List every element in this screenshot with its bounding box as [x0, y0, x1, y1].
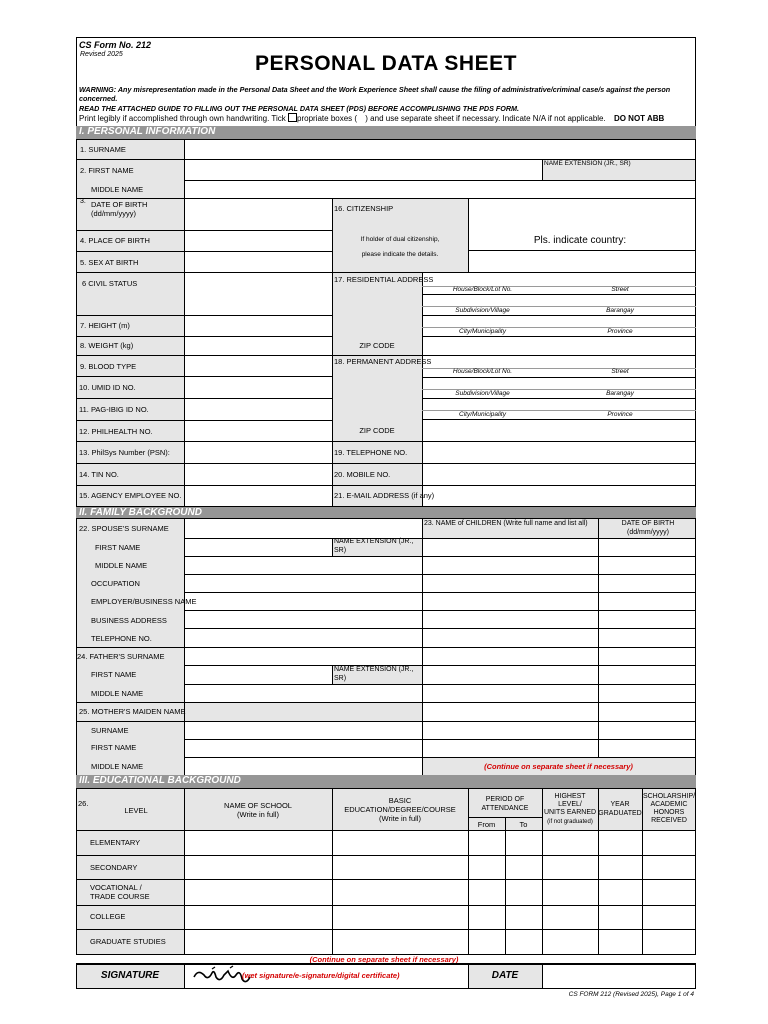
level-header: LEVEL — [124, 806, 148, 815]
date-input[interactable] — [543, 965, 695, 988]
dual-citizenship-country-input[interactable] — [469, 251, 695, 272]
perm-house-label: House/Block/Lot No. — [452, 368, 513, 375]
email-input[interactable] — [423, 486, 695, 506]
level-trade-course: TRADE COURSE — [90, 892, 150, 901]
spouse-surname-label: 22. SPOUSE'S SURNAME — [79, 524, 169, 533]
tick-box-example — [288, 113, 297, 122]
weight-label: 8. WEIGHT (kg) — [80, 341, 134, 350]
level-college: COLLEGE — [90, 912, 126, 921]
permanent-zip-input[interactable] — [423, 420, 695, 441]
spouse-name-ext-label: NAME EXTENSION (JR., SR) — [334, 538, 414, 554]
philsys-label: 13. PhilSys Number (PSN): — [79, 448, 170, 457]
perm-zip-label: ZIP CODE — [359, 426, 395, 435]
course-header-3: (Write in full) — [379, 814, 421, 823]
telephone-label: 19. TELEPHONE NO. — [334, 448, 408, 457]
mother-middle-name-label: MIDDLE NAME — [91, 762, 144, 771]
tin-input[interactable] — [185, 464, 332, 485]
surname-label: 1. SURNAME — [80, 145, 126, 154]
read-guide-text: READ THE ATTACHED GUIDE TO FILLING OUT THE PERSONAL DATA SHEET (PDS) BEFORE ACCOMPLISHING THE PDS FORM. — [79, 104, 520, 113]
dob-label: DATE OF BIRTH — [91, 200, 148, 209]
level-elementary: ELEMENTARY — [90, 838, 141, 847]
school-header-1: NAME OF SCHOOL — [224, 801, 292, 810]
occupation-input[interactable] — [185, 575, 422, 592]
father-first-name-label: FIRST NAME — [91, 670, 137, 679]
residential-zip-input[interactable] — [423, 337, 695, 355]
honors-header-2: ACADEMIC — [650, 801, 688, 808]
height-input[interactable] — [185, 316, 332, 336]
section-family-background: II. FAMILY BACKGROUND — [76, 507, 696, 519]
period-header-1: PERIOD OF — [485, 796, 525, 803]
children-name-inputs[interactable] — [423, 539, 598, 757]
year-header-1: YEAR — [610, 801, 630, 808]
highest-header-1: HIGHEST — [554, 793, 586, 800]
honors-header-1: SCHOLARSHIP/ — [642, 793, 696, 800]
mobile-input[interactable] — [423, 464, 695, 485]
spouse-middle-name-label: MIDDLE NAME — [95, 561, 148, 570]
philhealth-label: 12. PHILHEALTH NO. — [79, 427, 153, 436]
from-header: From — [477, 820, 496, 829]
spouse-telephone-label: TELEPHONE NO. — [91, 634, 152, 643]
signature-note: (wet signature/e-signature/digital certificate) — [242, 971, 400, 980]
res-city-label: City/Municipality — [459, 328, 506, 335]
father-surname-label: 24. FATHER'S SURNAME — [77, 652, 165, 661]
height-label: 7. HEIGHT (m) — [80, 321, 130, 330]
page-footer: CS FORM 212 (Revised 2025), Page 1 of 4 — [568, 991, 694, 998]
tin-label: 14. TIN NO. — [79, 470, 119, 479]
spouse-first-name-input[interactable] — [185, 539, 332, 556]
res-street-label: Street — [611, 286, 629, 293]
children-header-label: 23. NAME of CHILDREN (Write full name and list all) — [424, 520, 588, 527]
business-address-label: BUSINESS ADDRESS — [91, 616, 167, 625]
telephone-input[interactable] — [423, 442, 695, 463]
highest-header-4: (if not graduated) — [547, 819, 593, 825]
employer-label: EMPLOYER/BUSINESS NAME — [91, 597, 197, 606]
print-pre: Print legibly if accomplished through own handwriting. Tick — [79, 114, 286, 123]
print-instructions — [79, 113, 696, 124]
mobile-label: 20. MOBILE NO. — [334, 470, 391, 479]
civil-status-input[interactable] — [185, 273, 332, 315]
year-header-2: GRADUATED — [598, 810, 642, 817]
highest-header-2: LEVEL/ — [558, 801, 582, 808]
agency-employee-input[interactable] — [185, 486, 332, 506]
res-house-label: House/Block/Lot No. — [452, 286, 513, 293]
business-address-input[interactable] — [185, 611, 422, 628]
spouse-telephone-input[interactable] — [185, 629, 422, 647]
perm-province-label: Province — [607, 411, 633, 418]
children-continue-note: (Continue on separate sheet if necessary) — [484, 762, 633, 771]
occupation-label: OCCUPATION — [91, 579, 140, 588]
section-educational-background: III. EDUCATIONAL BACKGROUND — [76, 775, 696, 788]
agency-employee-label: 15. AGENCY EMPLOYEE NO. — [79, 491, 182, 500]
email-label: 21. E-MAIL ADDRESS (if any) — [334, 491, 435, 500]
mother-maiden-label: 25. MOTHER'S MAIDEN NAME — [79, 707, 186, 716]
pagibig-input[interactable] — [185, 399, 332, 420]
education-continue-note: (Continue on separate sheet if necessary) — [309, 955, 459, 964]
philsys-input[interactable] — [185, 442, 332, 463]
dual-citizenship-note-2: please indicate the details. — [361, 251, 439, 258]
warning-text: WARNING: Any misrepresentation made in the Personal Data Sheet and the Work Experience Sheet shall cause the filing of administrative/criminal case/s against the person concerned. — [79, 85, 671, 103]
signature-label: SIGNATURE — [100, 970, 160, 981]
res-province-label: Province — [607, 328, 633, 335]
weight-input[interactable] — [185, 337, 332, 355]
to-header: To — [519, 820, 528, 829]
course-header-1: BASIC — [388, 796, 412, 805]
course-header-2: EDUCATION/DEGREE/COURSE — [344, 805, 456, 814]
print-mid: propriate boxes ( — [297, 114, 358, 123]
middle-name-label: MIDDLE NAME — [91, 185, 144, 194]
indicate-country-label: Pls. indicate country: — [533, 235, 627, 246]
father-surname-input[interactable] — [185, 648, 422, 665]
level-secondary: SECONDARY — [90, 863, 138, 872]
name-extension-label: NAME EXTENSION (JR., SR) — [544, 160, 631, 167]
period-header-2: ATTENDANCE — [481, 805, 529, 812]
first-name-input[interactable] — [185, 160, 542, 180]
pagibig-label: 11. PAG-IBIG ID NO. — [79, 405, 149, 414]
perm-barangay-label: Barangay — [606, 390, 634, 397]
perm-city-label: City/Municipality — [459, 411, 506, 418]
dual-citizenship-note-1: If holder of dual citizenship, — [360, 236, 440, 243]
highest-header-3: UNITS EARNED — [543, 809, 597, 816]
place-of-birth-input[interactable] — [185, 231, 332, 251]
mother-surname-input[interactable] — [185, 722, 422, 739]
umid-label: 10. UMID ID NO. — [79, 383, 136, 392]
spouse-first-name-label: FIRST NAME — [95, 543, 141, 552]
citizenship-label: 16. CITIZENSHIP — [334, 204, 394, 213]
philhealth-input[interactable] — [185, 421, 332, 441]
spouse-middle-name-input[interactable] — [185, 557, 422, 574]
mother-surname-label: SURNAME — [91, 726, 129, 735]
perm-street-label: Street — [611, 368, 629, 375]
first-name-label: 2. FIRST NAME — [80, 166, 134, 175]
print-post: ) and use separate sheet if necessary. Indicate N/A if not applicable. — [365, 114, 606, 123]
honors-header-4: RECEIVED — [651, 817, 687, 824]
level-graduate-studies: GRADUATE STUDIES — [90, 937, 166, 946]
father-first-name-input[interactable] — [185, 666, 332, 684]
sex-at-birth-label: 5. SEX AT BIRTH — [80, 258, 139, 267]
children-dob-label: DATE OF BIRTH (dd/mm/yyyy) — [621, 520, 675, 536]
father-name-ext-label: NAME EXTENSION (JR., SR) — [334, 666, 414, 682]
education-num-label: 26. — [78, 799, 89, 808]
employer-input[interactable] — [185, 593, 422, 610]
permanent-address-label: 18. PERMANENT ADDRESS — [334, 357, 432, 366]
res-subdivision-label: Subdivision/Village — [455, 307, 510, 314]
blood-type-input[interactable] — [185, 356, 332, 376]
date-of-birth-input[interactable] — [185, 199, 332, 230]
residential-address-label: 17. RESIDENTIAL ADDRESS — [334, 275, 434, 284]
civil-status-label: 6 CIVIL STATUS — [82, 279, 138, 288]
level-vocational: VOCATIONAL / — [90, 883, 142, 892]
surname-input[interactable] — [185, 140, 695, 159]
res-zip-label: ZIP CODE — [359, 341, 395, 350]
section-personal-information: I. PERSONAL INFORMATION — [76, 126, 696, 139]
revised-label: Revised 2025 — [80, 51, 123, 58]
mother-first-name-label: FIRST NAME — [91, 743, 137, 752]
sex-at-birth-input[interactable] — [185, 252, 332, 272]
middle-name-input[interactable] — [185, 181, 695, 198]
blood-type-label: 9. BLOOD TYPE — [80, 362, 137, 371]
education-entry-inputs[interactable] — [185, 831, 695, 954]
page-title: PERSONAL DATA SHEET — [255, 52, 517, 75]
form-number: CS Form No. 212 — [79, 40, 152, 50]
do-not-abbreviate: DO NOT ABB — [613, 114, 665, 123]
honors-header-3: HONORS — [653, 809, 685, 816]
mother-first-name-input[interactable] — [185, 740, 422, 757]
children-dob-inputs[interactable] — [599, 539, 695, 757]
date-label: DATE — [491, 970, 519, 981]
mother-middle-name-input[interactable] — [185, 758, 422, 775]
dob-number: 3. — [80, 198, 86, 205]
perm-subdivision-label: Subdivision/Village — [455, 390, 510, 397]
father-middle-name-label: MIDDLE NAME — [91, 689, 144, 698]
place-of-birth-label: 4. PLACE OF BIRTH — [80, 236, 150, 245]
res-barangay-label: Barangay — [606, 307, 634, 314]
school-header-2: (Write in full) — [237, 810, 279, 819]
father-middle-name-input[interactable] — [185, 685, 422, 702]
umid-input[interactable] — [185, 377, 332, 398]
dob-format-label: (dd/mm/yyyy) — [91, 209, 136, 218]
spouse-surname-input[interactable] — [185, 519, 422, 538]
